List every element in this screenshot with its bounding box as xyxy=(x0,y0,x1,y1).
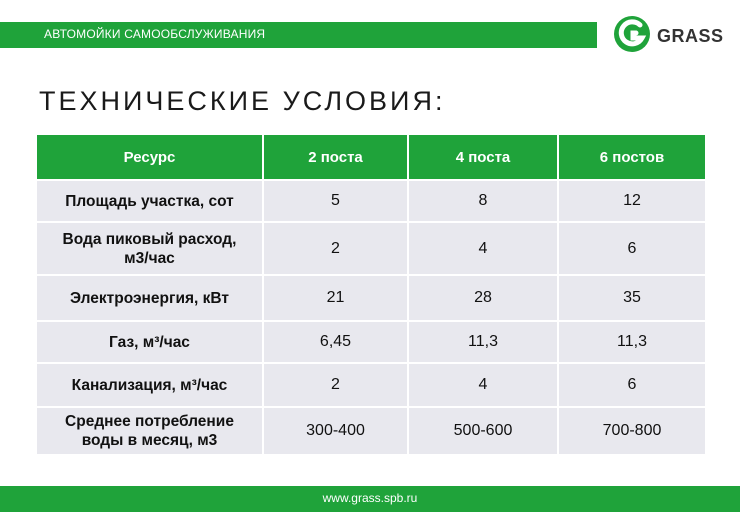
row-label xyxy=(36,321,263,363)
column-header: Ресурс xyxy=(36,134,263,180)
table-row xyxy=(36,180,706,222)
table-cell: 6 xyxy=(558,363,706,407)
table-cell: 500-600 xyxy=(408,407,558,455)
table-cell: 11,3 xyxy=(558,321,706,363)
table-cell: 6,45 xyxy=(263,321,408,363)
grass-logo-icon xyxy=(613,15,653,53)
header-tagline: АВТОМОЙКИ САМООБСЛУЖИВАНИЯ xyxy=(44,27,266,41)
table-cell: 35 xyxy=(558,275,706,321)
column-header: 4 поста xyxy=(408,134,558,180)
table-cell: 2 xyxy=(263,222,408,275)
table-cell: 4 xyxy=(408,222,558,275)
table-cell: 2 xyxy=(263,363,408,407)
row-label-line: Вода пиковый расход, xyxy=(62,230,237,248)
row-label xyxy=(36,407,263,455)
column-header: 6 постов xyxy=(558,134,706,180)
table-cell: 12 xyxy=(558,180,706,222)
row-label xyxy=(36,275,263,321)
table-header-row xyxy=(36,134,706,180)
row-label-line: Электроэнергия, кВт xyxy=(70,289,229,307)
page-title: ТЕХНИЧЕСКИЕ УСЛОВИЯ: xyxy=(39,86,446,116)
table-row xyxy=(36,363,706,407)
row-label-line: Площадь участка, сот xyxy=(65,192,234,210)
table-cell: 5 xyxy=(263,180,408,222)
logo-text: GRASS xyxy=(657,26,724,46)
table-row xyxy=(36,407,706,455)
row-label-line: м3/час xyxy=(124,249,175,267)
header-banner xyxy=(0,22,597,48)
table-cell: 6 xyxy=(558,222,706,275)
specs-table xyxy=(35,133,707,456)
row-label-line: Канализация, м³/час xyxy=(71,376,228,394)
table-cell: 4 xyxy=(408,363,558,407)
column-header: 2 поста xyxy=(263,134,408,180)
row-label-line: воды в месяц, м3 xyxy=(81,432,218,449)
table-cell: 700-800 xyxy=(558,407,706,455)
table-cell: 300-400 xyxy=(263,407,408,455)
table-row xyxy=(36,222,706,275)
table-row xyxy=(36,275,706,321)
row-label xyxy=(36,222,263,275)
table-cell: 28 xyxy=(408,275,558,321)
footer-banner xyxy=(0,486,740,512)
grass-logo xyxy=(613,15,728,53)
row-label-line: Среднее потребление xyxy=(65,413,234,430)
row-label-line: Газ, м³/час xyxy=(109,333,190,351)
row-label xyxy=(36,180,263,222)
table-cell: 21 xyxy=(263,275,408,321)
table-cell: 8 xyxy=(408,180,558,222)
table-cell: 11,3 xyxy=(408,321,558,363)
footer-url: www.grass.spb.ru xyxy=(322,491,418,505)
table-row xyxy=(36,321,706,363)
row-label xyxy=(36,363,263,407)
